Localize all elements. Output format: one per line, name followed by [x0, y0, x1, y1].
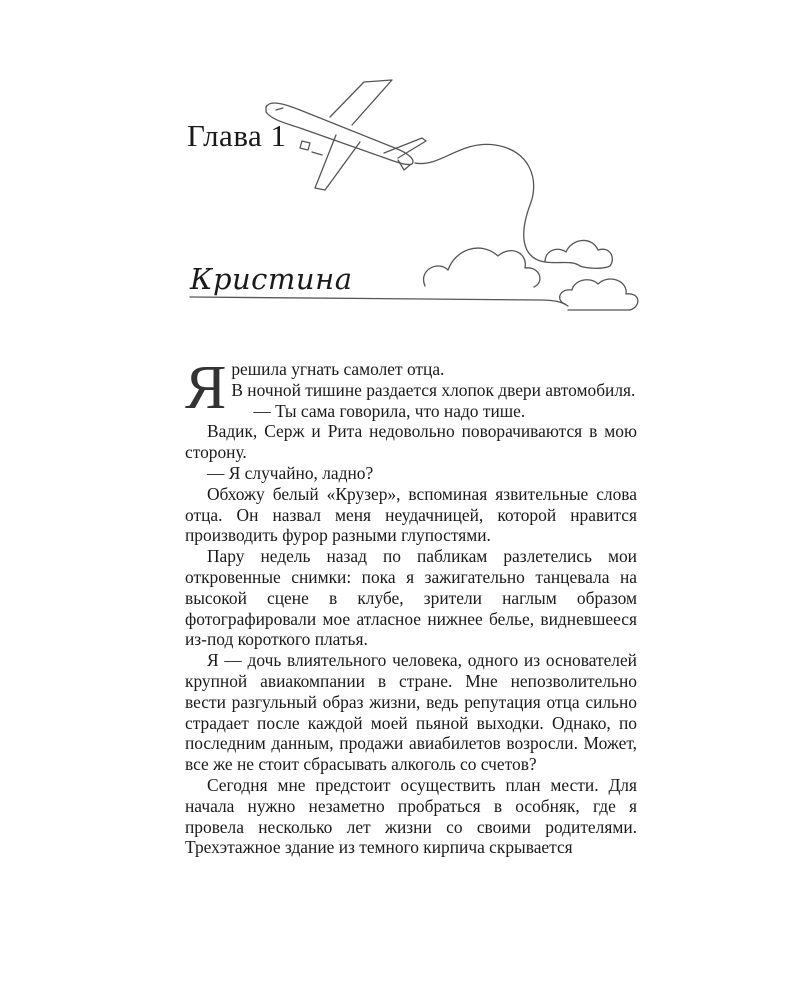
- paragraph: Я — дочь влиятельного человека, одного из основателей крупной авиакомпании в стране. Мне непозволительно вести разгульный образ жизни, ведь репутация отца сильно страдает после каждой моей пьяной выходки. Однако, по последним данным, продажи авиабилетов возросли. Может, все же не стоит сбрасывать алкоголь со счетов?: [185, 650, 637, 775]
- paragraph: Сегодня мне предстоит осуществить план мести. Для начала нужно незаметно пробраться в особняк, где я провела несколько лет жизни со своими родителями. Трехэтажное здание из темного кирпича скрывается: [185, 774, 637, 858]
- narrator-name: Кристина: [190, 262, 353, 296]
- paragraph: Я решила угнать самолет отца.: [185, 354, 445, 422]
- paragraph: — Ты сама говорила, что надо тише.: [253, 400, 526, 421]
- paragraph: Обхожу белый «Крузер», вспоминая язвительные слова отца. Он назвал меня неудачницей, которой нравится производить фурор разными глупостями.: [185, 483, 637, 546]
- paragraph: Вадик, Серж и Рита недовольно поворачиваются в мою сторону.: [185, 421, 637, 463]
- airplane-icon: [266, 80, 426, 190]
- chapter-text: [185, 354, 637, 858]
- drop-cap: Я: [185, 354, 227, 422]
- paragraph: В ночной тишине раздается хлопок двери автомобиля.: [231, 379, 636, 400]
- chapter-title: Глава 1: [187, 118, 287, 153]
- chapter-illustration: [0, 0, 800, 330]
- paragraph: Пару недель назад по пабликам разлетелись мои откровенные снимки: пока я зажигательно танцевала на высокой сцене в клубе, зрители наглым образом фотографировали мое атласное нижнее белье, видневшееся из-под короткого платья.: [185, 546, 637, 650]
- paragraph: — Я случайно, ладно?: [207, 462, 374, 483]
